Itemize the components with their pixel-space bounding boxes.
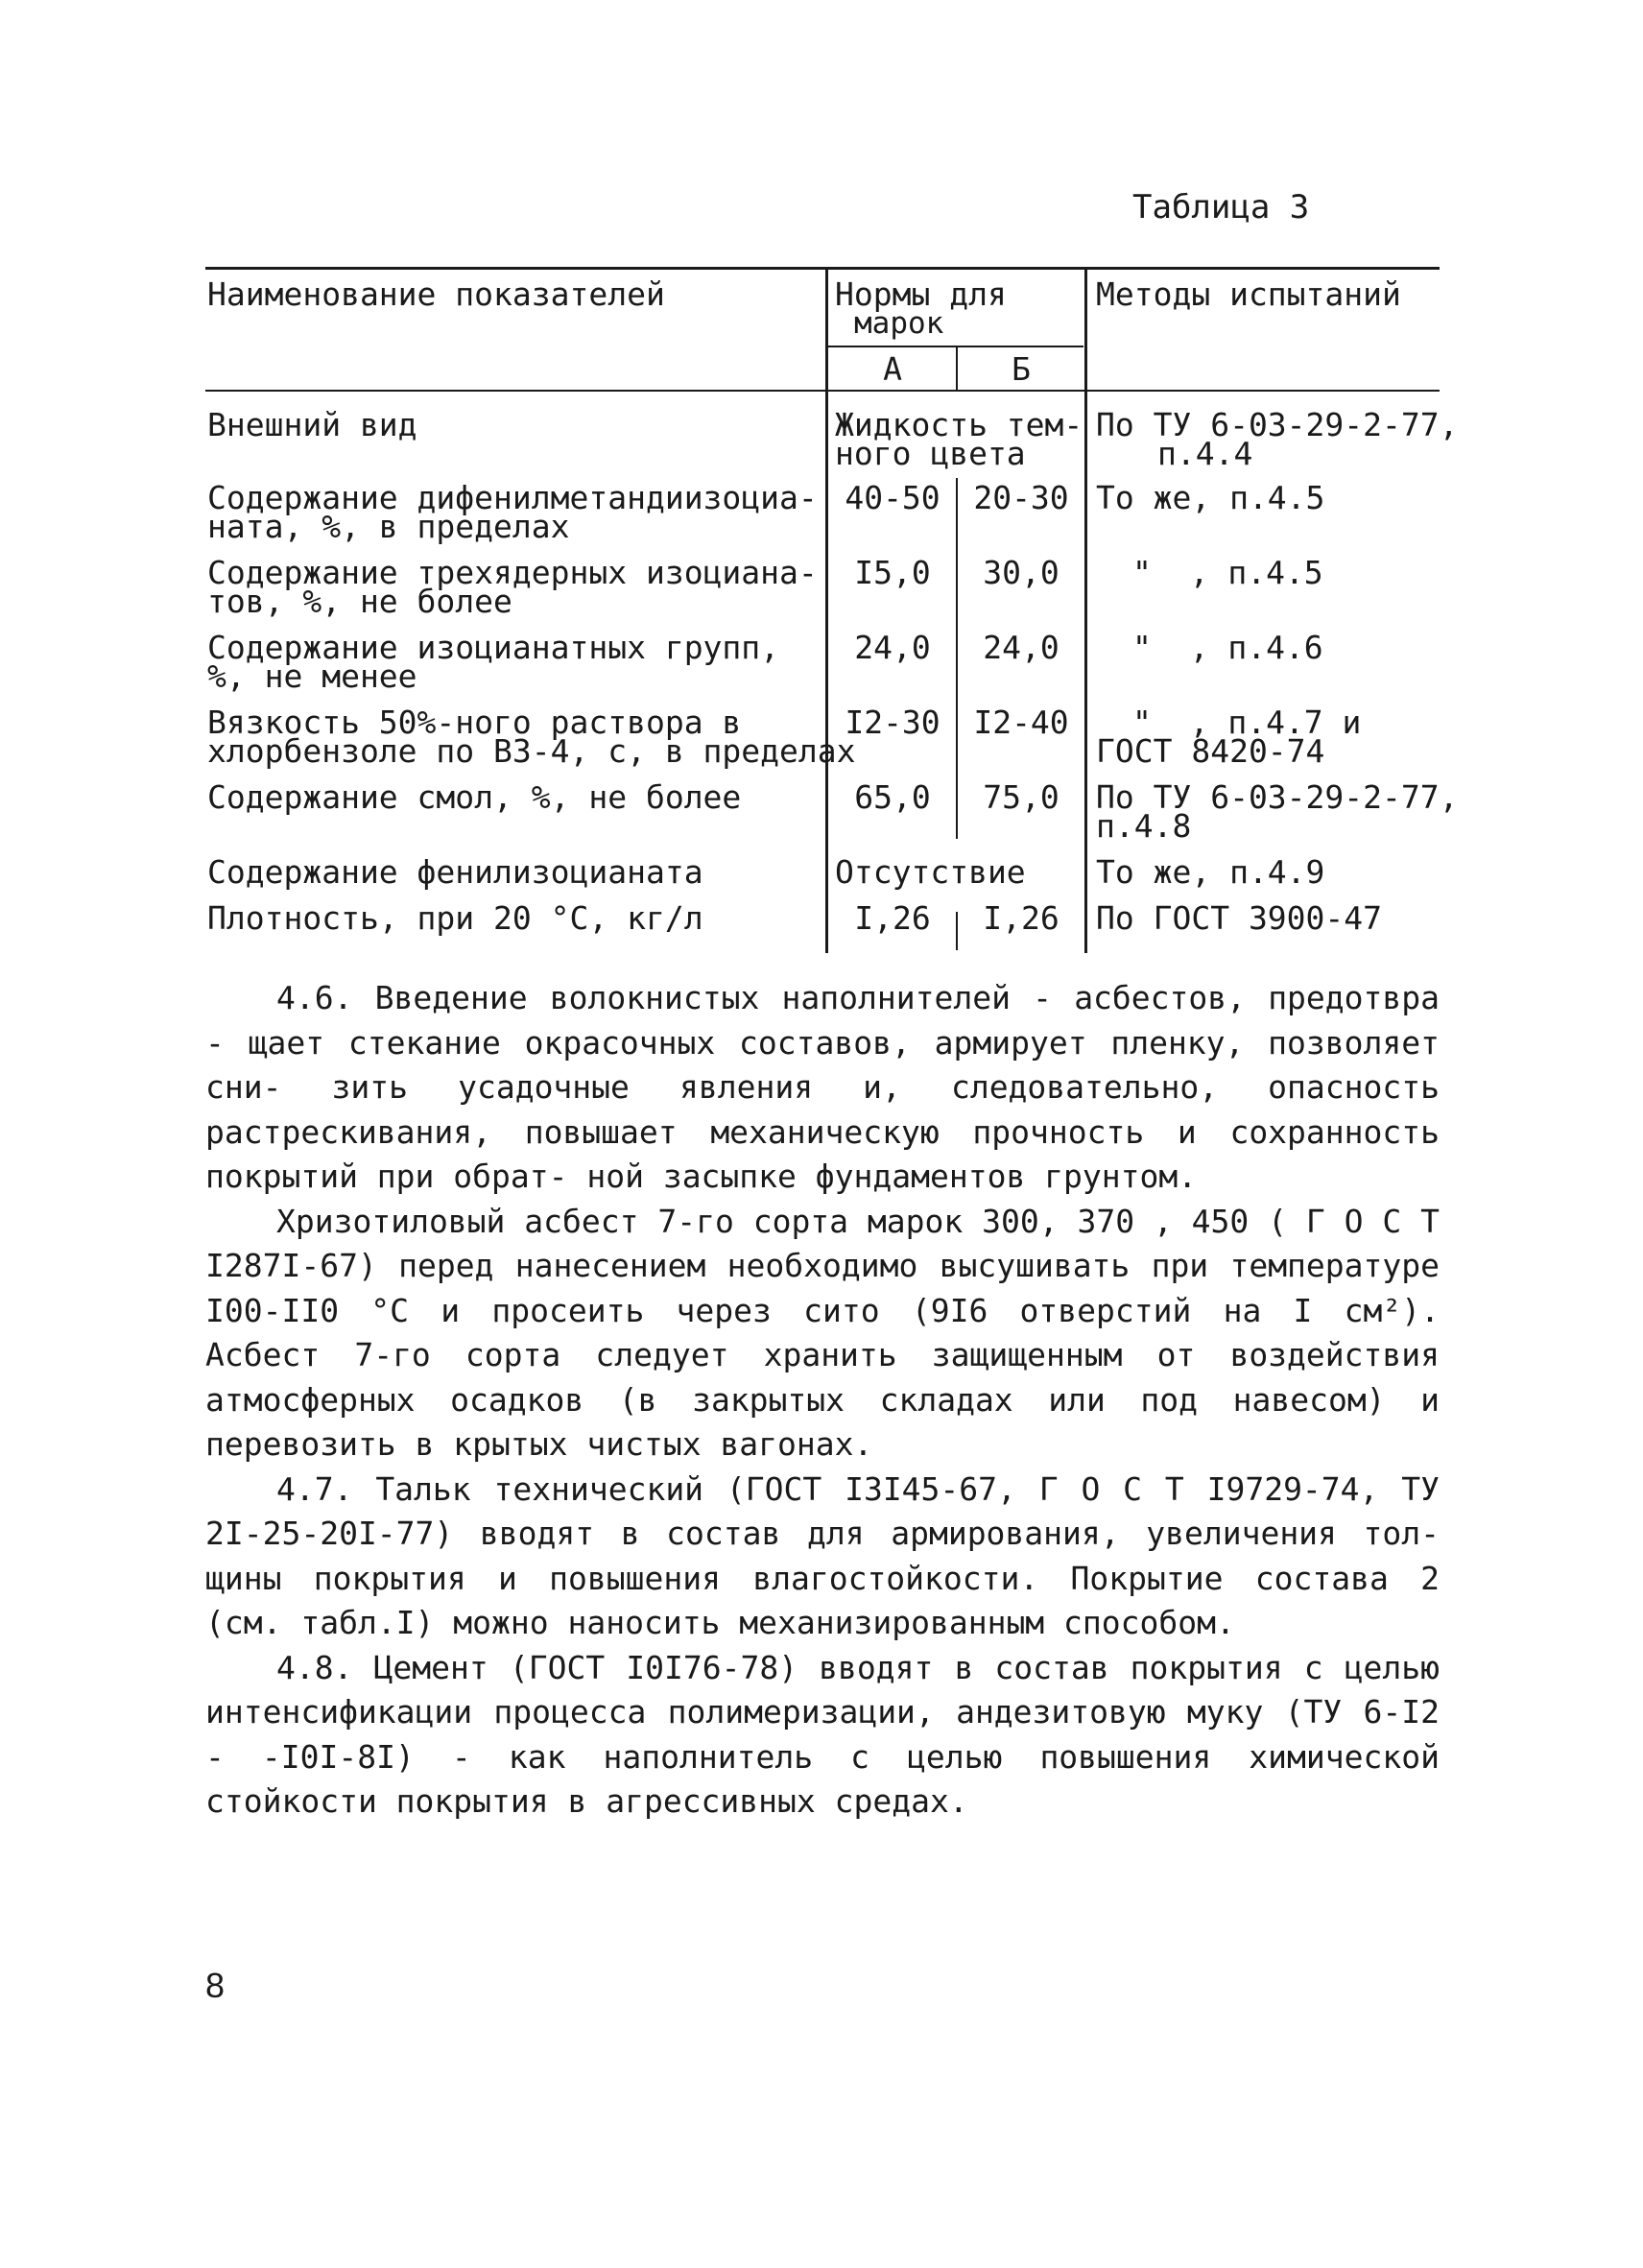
row-method-line: По ТУ 6-03-29-2-77,: [1096, 778, 1459, 816]
row-value-a: I2-30: [845, 704, 941, 741]
paragraph-4-8: 4.8. Цемент (ГОСТ I0I76-78) вводят в состав покрытия с целью интенсификации процесса полимеризации, андезитовую муку (ТУ 6-I2 - -I0I-8I) - как наполнитель с целью повышения химической стойкости покрытия в агрессивных средах.: [205, 1648, 1440, 1820]
column-divider-methods: [1084, 267, 1087, 953]
column-divider-grades-row3: [956, 576, 958, 772]
header-norms-line1: Нормы для: [835, 275, 1007, 313]
paragraph-asbestos: Хризотиловый асбест 7-го сорта марок 300, 370 , 450 ( Г О С Т I287I-67) перед нанесением необходимо высушивать при температуре I00-II0 °С и просеить через сито (9I6 отверстий на I см²). Асбест 7-го сорта следует хранить защищенным от воздействия атмосферных осадков (в закрытых складах или под навесом) и перевозить в крытых чистых вагонах.: [205, 1202, 1440, 1463]
page-number: 8: [205, 1966, 226, 2005]
row-name-line: Содержание фенилизоцианата: [207, 853, 703, 891]
row-method-line: п.4.4: [1157, 435, 1253, 472]
row-value-a: 40-50: [845, 479, 941, 516]
row-name-line: Плотность, при 20 °С, кг/л: [207, 899, 703, 937]
row-value-b: 75,0: [983, 778, 1060, 816]
row-name-line: Вязкость 50%-ного раствора в: [207, 704, 742, 741]
row-name-line: ната, %, в пределах: [207, 508, 570, 545]
row-name-line: Содержание изоцианатных групп,: [207, 629, 780, 666]
header-grade-b: Б: [1012, 350, 1031, 388]
row-method-line: ГОСТ 8420-74: [1096, 732, 1325, 770]
row-value-a: I5,0: [854, 554, 931, 591]
row-norm-merged-line: Отсутствие: [835, 853, 1026, 891]
row-value-b: 30,0: [983, 554, 1060, 591]
header-grade-a: А: [883, 350, 902, 388]
row-value-b: I,26: [983, 899, 1060, 937]
paragraph-4-6: 4.6. Введение волокнистых наполнителей - асбестов, предотвра - щает стекание окрасочных составов, армирует пленку, позволяет сни- зить усадочные явления и, следовательно, опасность растрескивания, повышает механическую прочность и сохранность покрытий при обрат- ной засыпке фундаментов грунтом.: [205, 979, 1440, 1195]
row-method-line: То же, п.4.9: [1096, 853, 1325, 891]
row-value-a: I,26: [854, 899, 931, 937]
row-name-line: Внешний вид: [207, 406, 417, 443]
header-indicator: Наименование показателей: [207, 275, 665, 313]
row-method-line: По ГОСТ 3900-47: [1096, 899, 1383, 937]
row-method-line: То же, п.4.5: [1096, 479, 1325, 516]
row-value-b: 24,0: [983, 629, 1060, 666]
table-top-rule: [205, 267, 1440, 270]
row-norm-merged-line: ного цвета: [835, 435, 1026, 472]
row-name-line: Содержание смол, %, не более: [207, 778, 742, 816]
row-method-line: По ТУ 6-03-29-2-77,: [1096, 406, 1459, 443]
row-value-b: 20-30: [973, 479, 1069, 516]
row-norm-merged-line: Жидкость тем-: [835, 406, 1083, 443]
row-value-b: I2-40: [973, 704, 1069, 741]
row-name-line: Содержание дифенилметандиизоциа-: [207, 479, 818, 516]
row-method-line: " , п.4.7 и: [1132, 704, 1362, 741]
body-text: [205, 976, 1440, 1825]
row-method-line: " , п.4.5: [1132, 554, 1323, 591]
header-methods: Методы испытаний: [1096, 275, 1401, 313]
header-bottom-rule: [205, 390, 1440, 392]
row-name-line: тов, %, не более: [207, 583, 512, 620]
row-name-line: хлорбензоле по ВЗ-4, с, в пределах: [207, 732, 856, 770]
table-caption: Таблица 3: [1132, 188, 1310, 227]
column-divider-name: [825, 267, 828, 953]
row-method-line: " , п.4.6: [1132, 629, 1323, 666]
row-name-line: Содержание трехядерных изоцианa-: [207, 554, 818, 591]
paragraph-4-7: 4.7. Тальк технический (ГОСТ I3I45-67, Г О С Т I9729-74, ТУ 2I-25-20I-77) вводят в состав для армирования, увеличения тол- щины покрытия и повышения влагостойкости. Покрытие состава 2 (см. табл.I) можно наносить механизированным способом.: [205, 1469, 1440, 1641]
header-norms-line2: марок: [854, 306, 944, 341]
row-value-a: 24,0: [854, 629, 931, 666]
row-value-a: 65,0: [854, 778, 931, 816]
row-name-line: %, не менее: [207, 657, 417, 695]
row-method-line: п.4.8: [1096, 807, 1192, 845]
data-table: [205, 267, 1459, 953]
